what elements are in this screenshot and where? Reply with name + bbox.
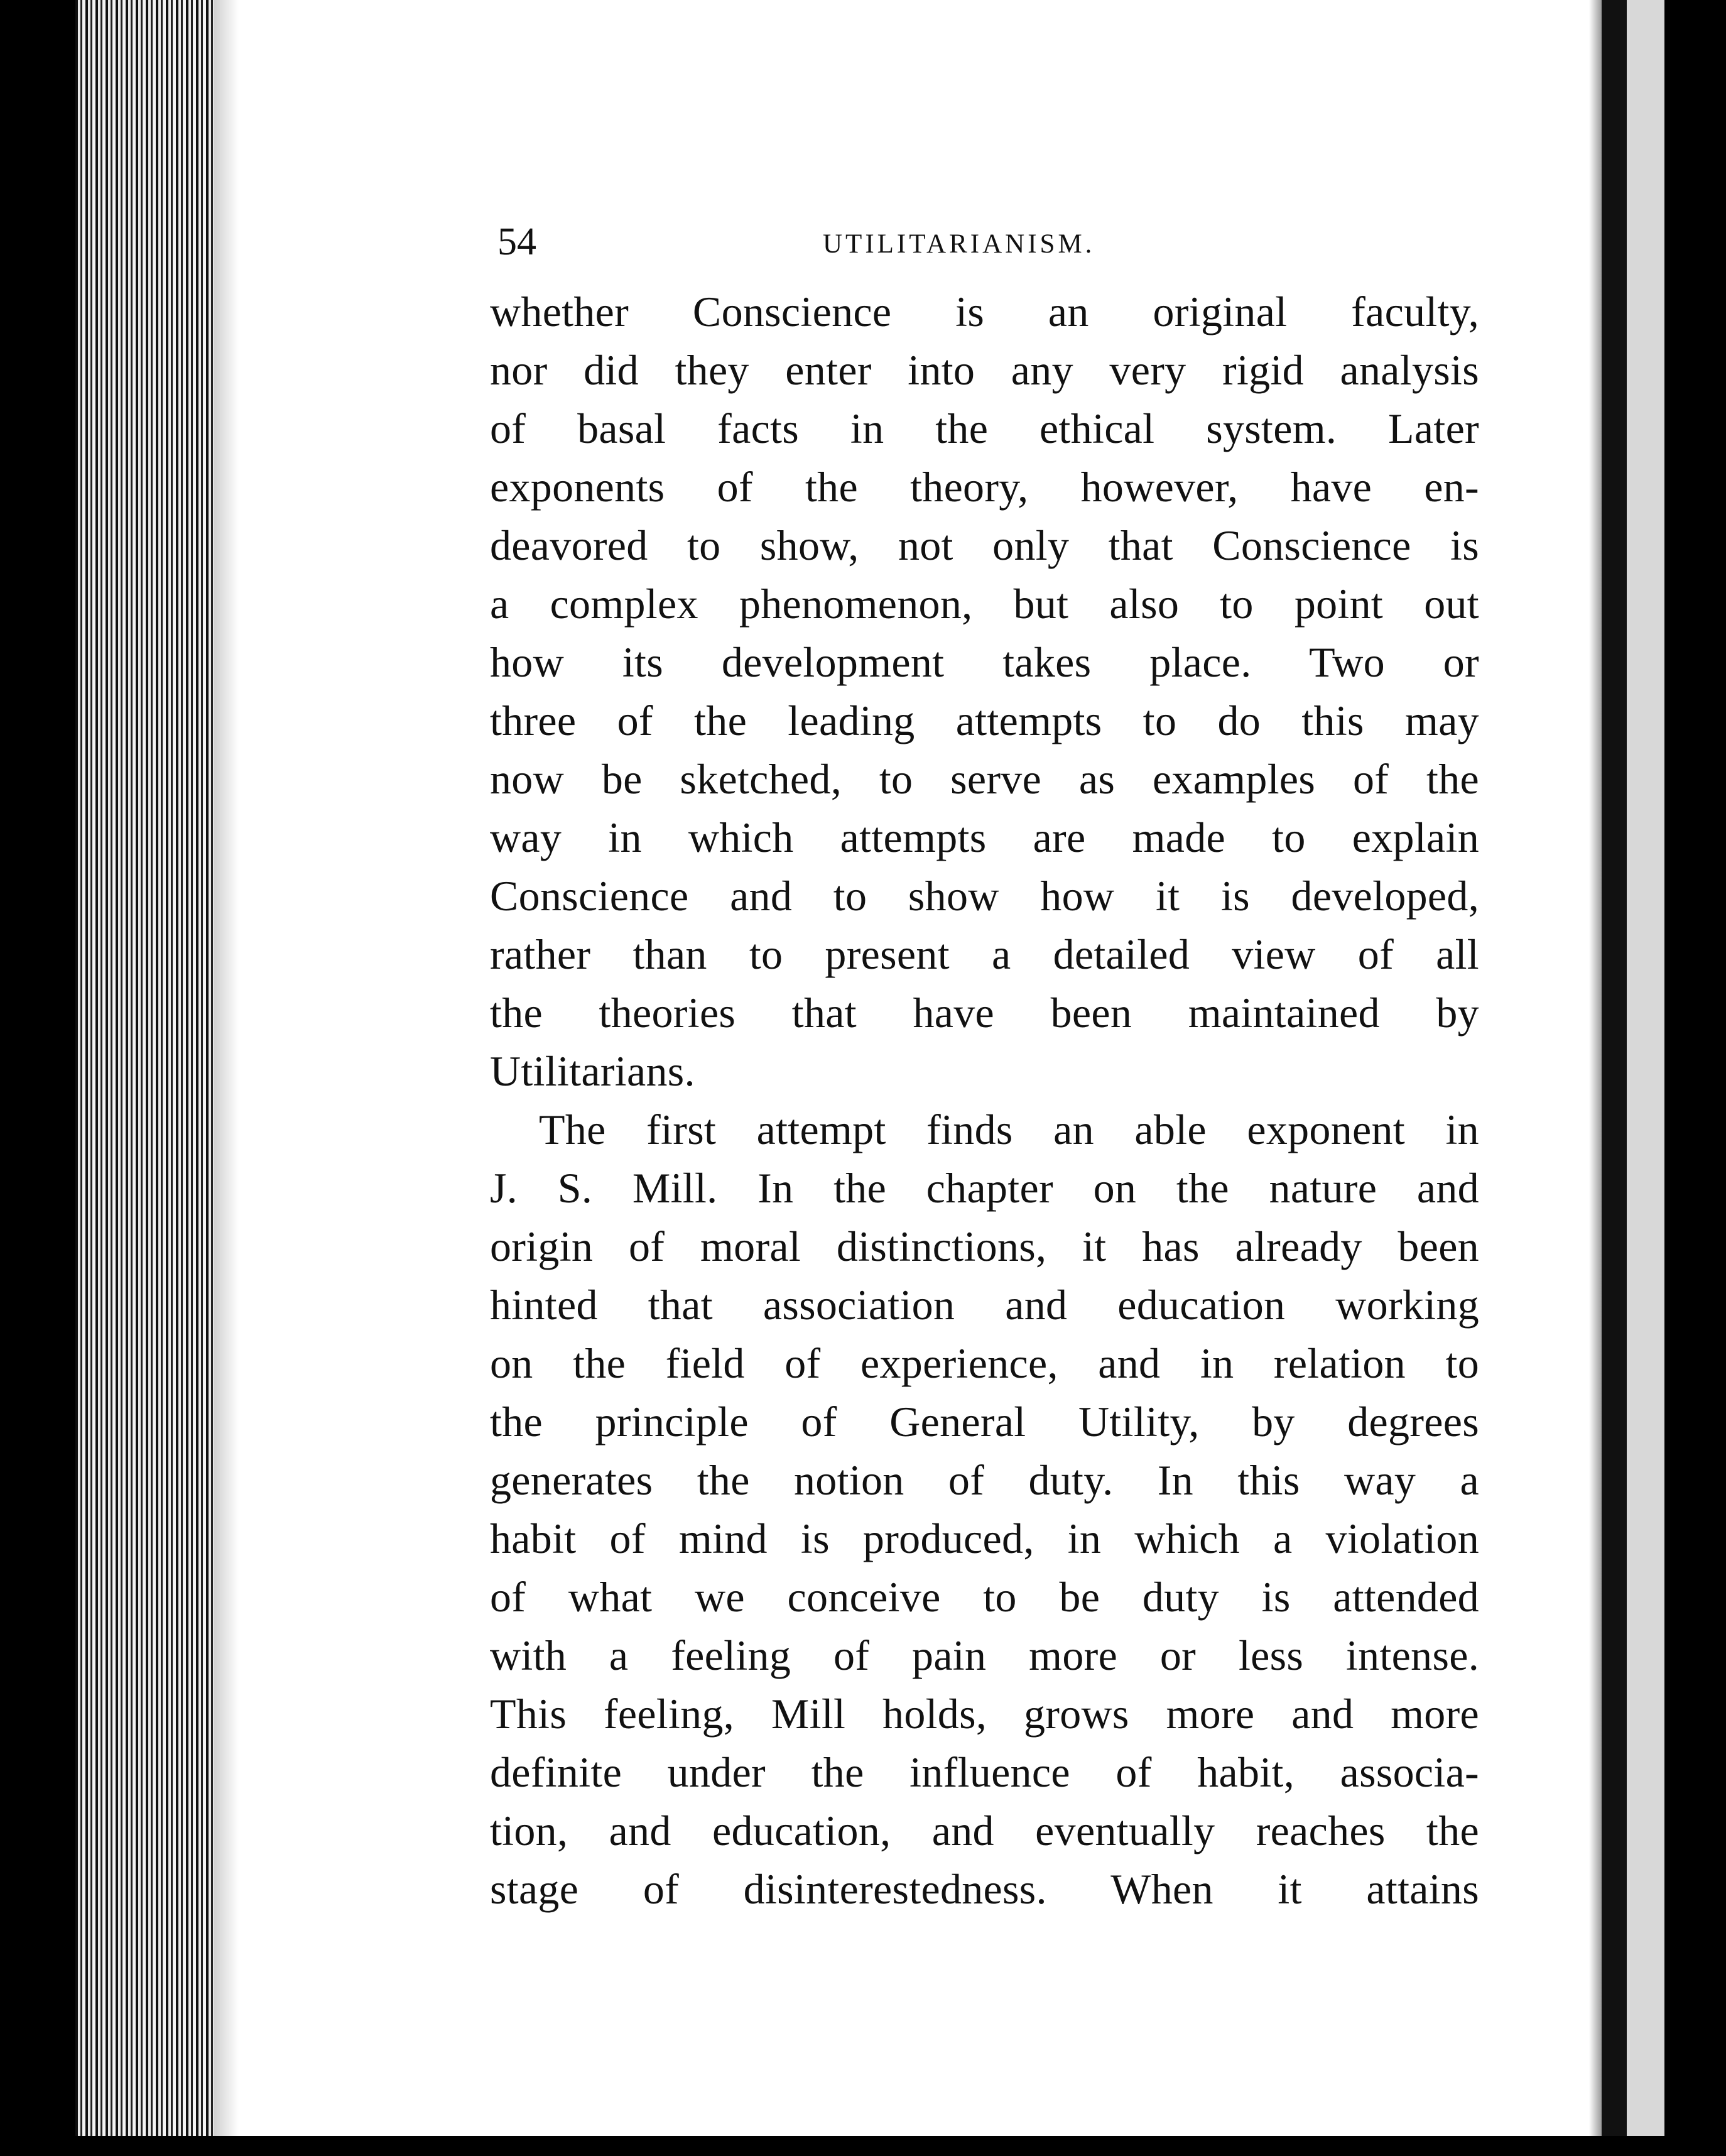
text-line: definite under the influence of habit, associa- [490,1748,1479,1796]
text-line: The first attempt finds an able exponent in [539,1106,1479,1153]
scan-border-bottom [0,2136,1726,2156]
text-line: stage of disinterestedness. When it attains [490,1865,1479,1913]
text-line: Conscience and to show how it is developed, [490,872,1479,920]
text-line: This feeling, Mill holds, grows more and more [490,1690,1479,1738]
running-title: UTILITARIANISM. [823,229,1095,259]
scan-border-left [0,0,75,2156]
scan-margin-right [1627,0,1664,2156]
paragraph-1 [490,283,1479,1101]
text-line: exponents of the theory, however, have en- [490,463,1479,511]
text-line: origin of moral distinctions, it has already been [490,1222,1479,1270]
text-line: way in which attempts are made to explain [490,814,1479,861]
text-line: deavored to show, not only that Conscience is [490,521,1479,569]
text-line: with a feeling of pain more or less intense. [490,1631,1479,1679]
body-text [490,283,1479,1919]
text-line: the principle of General Utility, by degrees [490,1398,1479,1446]
book-page-edges [75,0,239,2156]
text-line: nor did they enter into any very rigid analysis [490,346,1479,394]
text-line: generates the notion of duty. In this way a [490,1456,1479,1504]
text-line: the theories that have been maintained by [490,989,1479,1037]
text-line: of basal facts in the ethical system. Later [490,405,1479,452]
text-line: hinted that association and education working [490,1281,1479,1329]
text-line: whether Conscience is an original faculty, [490,288,1479,335]
text-line: on the field of experience, and in relation to [490,1339,1479,1387]
running-head [490,214,1479,283]
text-line: of what we conceive to be duty is attended [490,1573,1479,1621]
text-line: Utilitarians. [490,1047,695,1095]
book-cover-edge [1602,0,1627,2156]
text-line: three of the leading attempts to do this may [490,697,1479,744]
text-line: rather than to present a detailed view of all [490,930,1479,978]
text-line: how its development takes place. Two or [490,638,1479,686]
text-line: tion, and education, and eventually reaches the [490,1807,1479,1854]
binding-shadow [1589,0,1602,2156]
book-page [490,214,1479,1919]
text-line: J. S. Mill. In the chapter on the nature and [490,1164,1479,1212]
text-line: a complex phenomenon, but also to point out [490,580,1479,628]
page-number: 54 [497,220,536,263]
text-line: habit of mind is produced, in which a violation [490,1515,1479,1562]
paragraph-2 [490,1101,1479,1919]
scan-border-right [1664,0,1726,2156]
text-line: now be sketched, to serve as examples of the [490,755,1479,803]
